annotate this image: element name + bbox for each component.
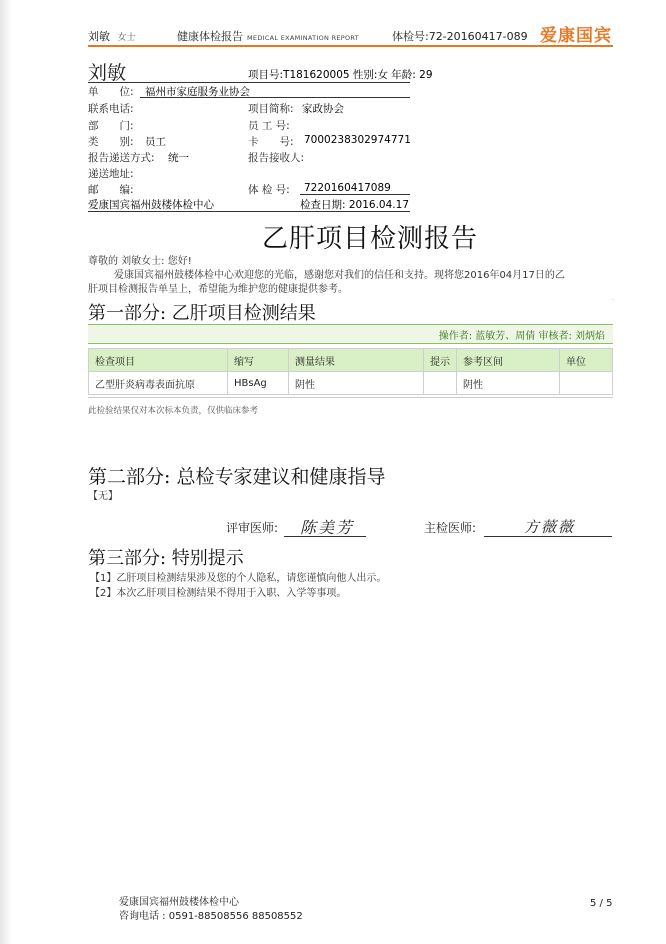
- chief-label: 主检医师:: [424, 521, 477, 535]
- table-cell: 阴性: [457, 372, 560, 395]
- reviewer-label: 评审医师:: [226, 521, 279, 535]
- notice-item-1: 【1】乙肝项目检测结果涉及您的个人隐私，请您谨慎向他人出示。: [90, 573, 387, 584]
- table-cell: [424, 372, 457, 395]
- col-header: 缩写: [228, 349, 289, 372]
- intro-line-2: 肝项目检测报告单呈上，希望能为维护您的健康提供参考。: [88, 284, 348, 295]
- table-cell: [560, 372, 613, 395]
- exam-no-value: 7220160417089: [304, 182, 391, 194]
- result-table: [88, 348, 613, 395]
- table-bottom-line: [88, 397, 613, 398]
- footer-center: 爱康国宾福州鼓楼体检中心: [119, 897, 239, 908]
- table-cell: 乙型肝炎病毒表面抗原: [89, 372, 228, 395]
- staff-no-label: 员 工 号:: [248, 120, 290, 132]
- card-label: 卡 号:: [248, 136, 294, 148]
- chief-signature: 方薇薇: [524, 518, 576, 536]
- unit-label: 单 位:: [88, 86, 134, 98]
- receiver-label: 报告接收人:: [248, 152, 305, 164]
- operator-text: 操作者: 蓝敏芳、周倩 审核者: 刘炳焰: [438, 331, 605, 342]
- page-number: 5 / 5: [590, 898, 613, 909]
- decorative-mark: ·: [612, 297, 614, 304]
- unit-underline: [140, 97, 410, 98]
- header-exam-number: 体检号:72-20160417-089: [392, 30, 528, 43]
- category-label: 类 别:: [88, 136, 134, 148]
- table-row: [89, 372, 613, 395]
- category-value: 员工: [145, 136, 166, 148]
- center-name: 爱康国宾福州鼓楼体检中心: [88, 199, 214, 211]
- project-short-value: 家政协会: [302, 103, 344, 115]
- col-header: 单位: [560, 349, 613, 372]
- part2-title: 第二部分: 总检专家建议和健康指导: [88, 466, 386, 488]
- table-header-row: [89, 349, 613, 372]
- table-cell: 阴性: [289, 372, 424, 395]
- exam-no-label: 体 检 号:: [248, 184, 290, 196]
- result-note: 此检验结果仅对本次标本负责，仅供临床参考: [88, 406, 259, 416]
- operator-bar: [88, 324, 613, 344]
- greeting: 尊敬的 刘敏女士: 您好!: [88, 256, 192, 267]
- exam-date: 检查日期: 2016.04.17: [300, 199, 409, 211]
- exam-no-underline: [300, 194, 410, 195]
- col-header: 参考区间: [457, 349, 560, 372]
- header-report-title-cn: 健康体检报告: [177, 30, 243, 43]
- notice-item-2: 【2】本次乙肝项目检测结果不得用于入职、入学等事项。: [90, 588, 347, 599]
- intro-line-1: 爱康国宾福州鼓楼体检中心欢迎您的光临，感谢您对我们的信任和支持。现将您2016年04月17日的乙: [114, 270, 565, 281]
- project-line: 项目号:T181620005 性别:女 年龄: 29: [248, 69, 433, 81]
- header-patient: [88, 28, 136, 44]
- reviewer-signature: 陈美芳: [300, 518, 355, 537]
- dept-label: 部 门:: [88, 120, 134, 132]
- chief-sig-line: [484, 536, 612, 537]
- part3-title: 第三部分: 特别提示: [88, 548, 244, 569]
- header-patient-name: 刘敏: [88, 30, 110, 43]
- address-label: 递送地址:: [88, 168, 134, 180]
- phone-label: 联系电话:: [88, 103, 134, 115]
- reviewer-sig-line: [284, 536, 366, 537]
- patient-name: 刘敏: [88, 62, 127, 84]
- header-patient-gender: 女士: [117, 33, 136, 43]
- info-bottom-line: [88, 211, 410, 212]
- card-value: 7000238302974771: [304, 134, 411, 146]
- part1-title: 第一部分: 乙肝项目检测结果: [88, 303, 316, 324]
- project-short-label: 项目简称:: [248, 103, 294, 115]
- delivery-value: 统一: [168, 152, 189, 164]
- name-underline: [88, 82, 410, 83]
- page-edge-shadow: [0, 0, 12, 944]
- header-report-title-en: MEDICAL EXAMINATION REPORT: [247, 34, 360, 42]
- postcode-label: 邮 编:: [88, 184, 134, 196]
- table-cell: HBsAg: [228, 372, 289, 395]
- col-header: 提示: [424, 349, 457, 372]
- header-report-title: [177, 28, 359, 44]
- header-divider: [88, 45, 613, 47]
- unit-value: 福州市家庭服务业协会: [145, 86, 250, 98]
- col-header: 测量结果: [289, 349, 424, 372]
- delivery-label: 报告递送方式:: [88, 152, 155, 164]
- col-header: 检查项目: [89, 349, 228, 372]
- brand-logo: 爱康国宾: [540, 26, 612, 46]
- part2-content: 【无】: [88, 491, 118, 502]
- report-title: 乙肝项目检测报告: [262, 224, 479, 254]
- footer-phone: 咨询电话 : 0591-88508556 88508552: [119, 911, 303, 922]
